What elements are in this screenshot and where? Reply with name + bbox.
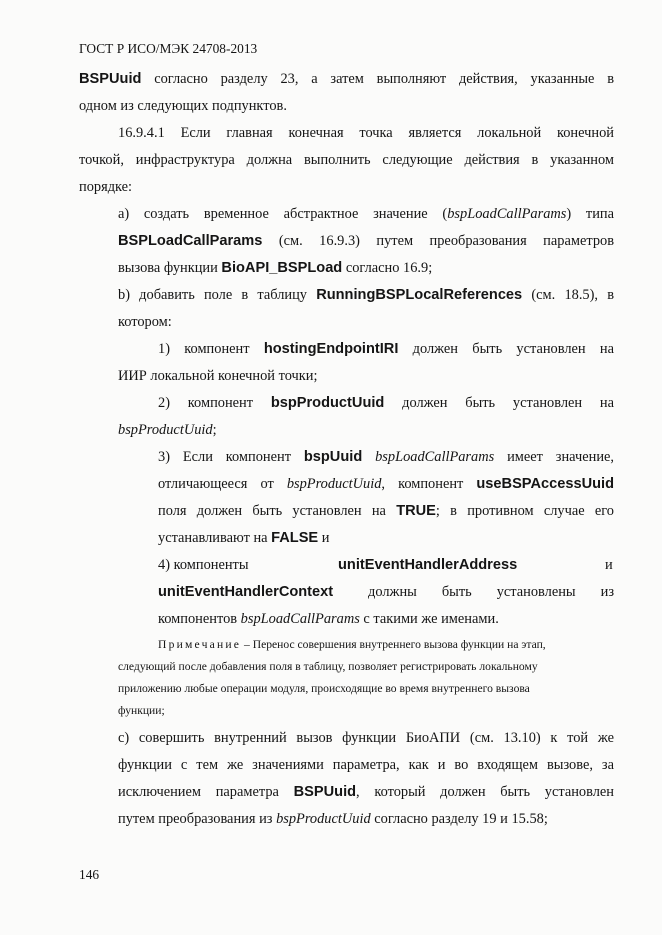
paragraph-line: вызова функции BioAPI_BSPLoad согласно 16.9; — [118, 260, 433, 276]
paragraph-line: одном из следующих подпунктов. — [79, 98, 287, 114]
subitem-3: 3) Если компонент bspUuid bspLoadCallParams имеет значение, — [158, 449, 614, 465]
item-b: b) добавить поле в таблицу RunningBSPLocalReferences (см. 18.5), в — [118, 287, 614, 303]
page-number: 146 — [79, 867, 100, 882]
note: Примечание – Перенос совершения внутреннего вызова функции на этап, — [158, 638, 546, 651]
paragraph-line: устанавливают на FALSE и — [158, 530, 330, 546]
paragraph-line: компонентов bspLoadCallParams с такими же именами. — [158, 611, 499, 627]
term: BSPUuid — [79, 71, 142, 87]
term: unitEventHandlerContext — [158, 584, 334, 600]
document-header: ГОСТ Р ИСО/МЭК 24708-2013 — [79, 41, 258, 56]
paragraph-line: функции с тем же значениями параметра, как и во входящем вызове, за — [118, 757, 614, 773]
paragraph-line: точкой, инфраструктура должна выполнить следующие действия в указанном — [79, 152, 614, 168]
note-line: функции; — [118, 704, 165, 717]
paragraph-line: путем преобразования из bspProductUuid согласно разделу 19 и 15.58; — [118, 811, 548, 827]
paragraph-line: должны быть установлены из — [368, 584, 614, 600]
subitem-1: 1) компонент hostingEndpointIRI должен быть установлен на — [158, 341, 614, 357]
subitem-2: 2) компонент bspProductUuid должен быть установлен на — [158, 395, 614, 411]
paragraph-line: котором: — [118, 314, 172, 330]
paragraph-line: ИИР локальной конечной точки; — [118, 368, 318, 384]
clause-16-9-4-1: 16.9.4.1 Если главная конечная точка является локальной конечной — [118, 125, 614, 141]
subitem-4: 4) компоненты — [158, 557, 249, 573]
paragraph-line: bspProductUuid; — [118, 422, 217, 438]
paragraph-line: отличающееся от bspProductUuid, компонент useBSPAccessUuid — [158, 476, 614, 492]
note-label: Примечание — [158, 638, 242, 651]
note-line: следующий после добавления поля в таблицу, позволяет регистрировать локальному — [118, 660, 538, 673]
note-line: приложению любые операции модуля, происходящие во время внутреннего вызова — [118, 682, 530, 695]
paragraph-line: BSPUuid согласно разделу 23, а затем выполняют действия, указанные в — [79, 71, 614, 87]
paragraph-line: исключением параметра BSPUuid, который должен быть установлен — [118, 784, 614, 800]
paragraph-line: поля должен быть установлен на TRUE; в противном случае его — [158, 503, 614, 519]
item-a: а) создать временное абстрактное значение (bspLoadCallParams) типа — [118, 206, 614, 222]
paragraph-line: порядке: — [79, 179, 133, 195]
paragraph-line: и — [605, 557, 613, 573]
item-c: с) совершить внутренний вызов функции БиоАПИ (см. 13.10) к той же — [118, 730, 614, 746]
term: unitEventHandlerAddress — [338, 557, 518, 573]
paragraph-line: BSPLoadCallParams (см. 16.9.3) путем преобразования параметров — [118, 233, 614, 249]
